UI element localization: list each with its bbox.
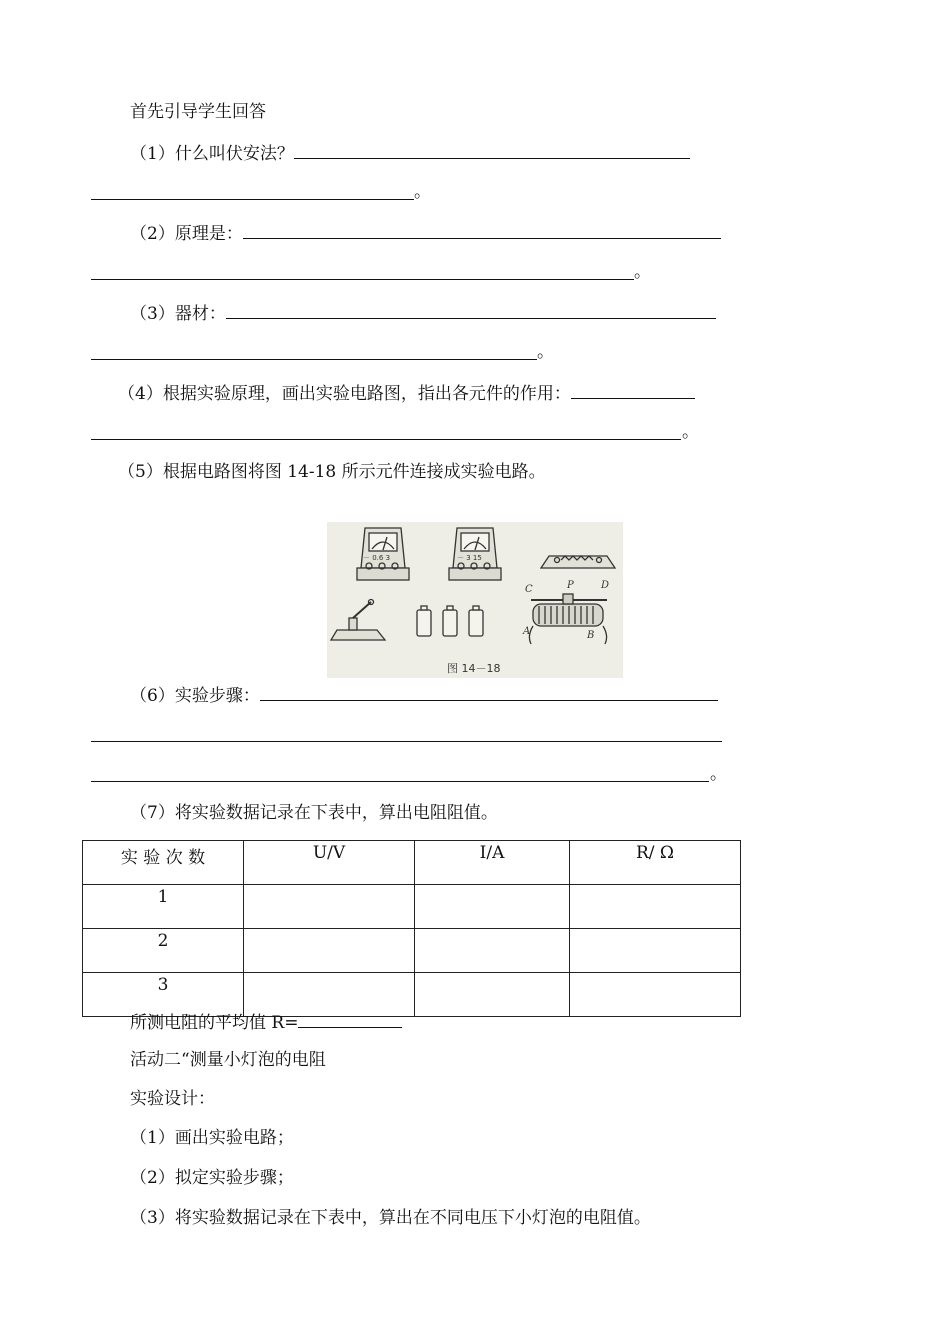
answer-blank[interactable]: [91, 278, 634, 280]
switch-icon: [331, 600, 385, 641]
intro-text: 首先引导学生回答: [130, 102, 266, 122]
sentence-end: 。: [710, 764, 727, 784]
sentence-end: 。: [634, 262, 651, 282]
ammeter-icon: [357, 528, 409, 580]
rheostat-icon: [529, 594, 607, 644]
terminal-a-label: A: [523, 626, 531, 637]
table-header: U/V: [244, 841, 415, 885]
question-6: [130, 683, 718, 707]
data-table: [82, 840, 741, 1017]
battery-icon: [417, 606, 483, 636]
question-2-label: （2）原理是：: [130, 224, 243, 244]
activity-2-title: 活动二“测量小灯泡的电阻: [130, 1050, 326, 1070]
table-cell: 3: [83, 973, 244, 1017]
answer-blank[interactable]: [298, 1010, 402, 1028]
figure-caption: 图 14－18: [447, 662, 501, 675]
answer-blank[interactable]: [260, 683, 718, 701]
terminal-b-label: B: [587, 630, 595, 641]
sentence-end: 。: [414, 182, 431, 202]
question-2: [130, 221, 721, 245]
answer-blank[interactable]: [91, 198, 414, 200]
answer-blank[interactable]: [91, 780, 709, 782]
table-cell[interactable]: [244, 885, 415, 929]
answer-blank[interactable]: [571, 381, 695, 399]
table-header-row: [83, 841, 741, 885]
question-3: [130, 301, 716, 325]
design-step-3: （3）将实验数据记录在下表中，算出在不同电压下小灯泡的电阻值。: [130, 1208, 651, 1228]
answer-blank[interactable]: [226, 301, 716, 319]
answer-blank[interactable]: [91, 358, 537, 360]
question-5: （5）根据电路图将图 14-18 所示元件连接成实验电路。: [118, 462, 546, 482]
components-illustration: [327, 522, 623, 678]
answer-blank[interactable]: [91, 740, 722, 742]
average-resistance: [130, 1010, 402, 1034]
voltmeter-icon: [449, 528, 501, 580]
question-1-label: （1）什么叫伏安法？: [130, 144, 294, 164]
question-1: [130, 141, 690, 165]
question-7: （7）将实验数据记录在下表中，算出电阻阻值。: [130, 803, 498, 823]
question-4-label: （4）根据实验原理，画出实验电路图，指出各元件的作用：: [118, 384, 571, 404]
table-cell: 2: [83, 929, 244, 973]
terminal-p-label: P: [567, 580, 574, 591]
ammeter-ticks: － 0.6 3: [363, 554, 391, 562]
table-cell: 1: [83, 885, 244, 929]
resistor-icon: [541, 556, 615, 568]
question-6-label: （6）实验步骤：: [130, 686, 260, 706]
table-cell[interactable]: [415, 885, 570, 929]
table-cell[interactable]: [570, 973, 741, 1017]
answer-blank[interactable]: [243, 221, 721, 239]
design-heading: 实验设计：: [130, 1089, 215, 1109]
table-cell[interactable]: [570, 929, 741, 973]
table-cell[interactable]: [244, 929, 415, 973]
circuit-components-figure: [327, 522, 623, 678]
design-step-2: （2）拟定实验步骤；: [130, 1168, 294, 1188]
table-row: [83, 929, 741, 973]
question-4: [118, 381, 695, 405]
table-header: I/A: [415, 841, 570, 885]
question-3-label: （3）器材：: [130, 304, 226, 324]
design-step-1: （1）画出实验电路；: [130, 1128, 294, 1148]
table-cell[interactable]: [570, 885, 741, 929]
answer-blank[interactable]: [294, 141, 690, 159]
table-cell[interactable]: [415, 929, 570, 973]
terminal-d-label: D: [601, 580, 610, 591]
table-cell[interactable]: [415, 973, 570, 1017]
answer-blank[interactable]: [91, 438, 681, 440]
average-label: 所测电阻的平均值 R=: [130, 1013, 299, 1033]
terminal-c-label: C: [525, 584, 533, 595]
table-header: 实 验 次 数: [83, 841, 244, 885]
voltmeter-ticks: － 3 15: [457, 554, 482, 562]
sentence-end: 。: [537, 342, 554, 362]
table-row: [83, 885, 741, 929]
table-header: R/ Ω: [570, 841, 741, 885]
sentence-end: 。: [682, 422, 699, 442]
